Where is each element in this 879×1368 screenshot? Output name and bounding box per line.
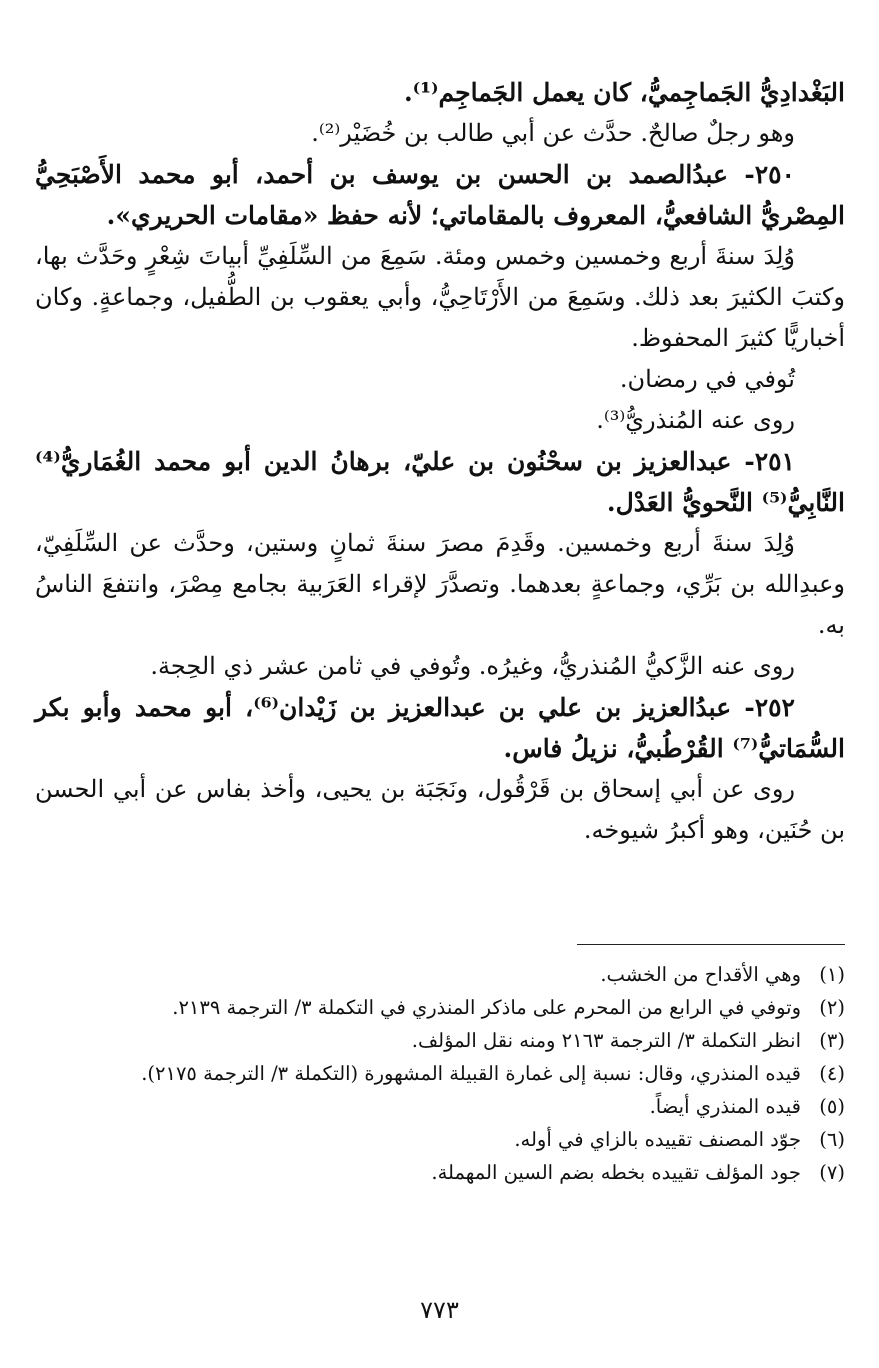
paragraph: روى عنه المُنذريُّ⁽³⁾. <box>596 406 795 434</box>
footnote <box>35 1057 845 1090</box>
footnote-number: (٢) <box>819 996 845 1019</box>
footnote-text: انظر التكملة ٣/ الترجمة ٢١٦٣ ومنه نقل المؤلف. <box>411 1029 801 1052</box>
footnote-divider <box>577 944 845 945</box>
footnote <box>35 1090 845 1123</box>
main-text <box>35 72 845 851</box>
footnote-text: جوّد المصنف تقييده بالزاي في أوله. <box>514 1128 801 1151</box>
footnote-text: جود المؤلف تقييده بخطه بضم السين المهملة. <box>431 1161 801 1184</box>
footnote-number: (٧) <box>819 1161 845 1184</box>
paragraph: وهو رجلٌ صالحٌ. حدَّث عن أبي طالب بن خُضَيْر⁽²⁾. <box>311 119 795 147</box>
page-number: ٧٧٣ <box>420 1296 459 1324</box>
footnotes <box>35 958 845 1189</box>
footnote <box>35 991 845 1024</box>
entry-251-heading: ٢٥١- عبدالعزيز بن سحْنُون بن عليّ، برهانُ الدين أبو محمد الغُمَاريُّ⁽⁴⁾ النَّابِيُّ⁽⁵⁾ النَّحويُّ العَدْل. <box>35 447 845 517</box>
footnote-number: (١) <box>819 963 845 986</box>
footnote-number: (٥) <box>819 1095 845 1118</box>
entry-252-heading: ٢٥٢- عبدُالعزيز بن علي بن عبدالعزيز بن زَيْدان⁽⁶⁾، أبو محمد وأبو بكر السُّمَاتيُّ⁽⁷⁾ القُرْطُبيُّ، نزيلُ فاس. <box>35 693 845 763</box>
footnote <box>35 958 845 991</box>
entry-250-heading: ٢٥٠- عبدُالصمد بن الحسن بن يوسف بن أحمد، أبو محمد الأَصْبَحِيُّ المِصْريُّ الشافعيُّ، المعروف بالمقاماتي؛ لأنه حفظ «مقامات الحريري». <box>35 160 845 230</box>
footnote <box>35 1024 845 1057</box>
footnote-text: قيده المنذري أيضاً. <box>649 1095 801 1118</box>
footnote-text: وتوفي في الرابع من المحرم على ماذكر المنذري في التكملة ٣/ الترجمة ٢١٣٩. <box>172 996 801 1019</box>
footnote-number: (٤) <box>819 1062 845 1085</box>
paragraph: وُلِدَ سنةَ أربع وخمسين. وقَدِمَ مصرَ سنةَ ثمانٍ وستين، وحدَّث عن السِّلَفِيّ، وعبدِالله بن بَرِّي، وجماعةٍ بعدهما. وتصدَّرَ لإقراء العَرَبية بجامع مِصْرَ، وانتفعَ الناسُ به. <box>35 529 845 639</box>
footnote <box>35 1123 845 1156</box>
paragraph: روى عنه الزَّكيُّ المُنذريُّ، وغيرُه. وتُوفي في ثامن عشر ذي الحِجة. <box>150 652 795 680</box>
paragraph: تُوفي في رمضان. <box>619 365 795 393</box>
entry-249-continuation: البَغْدادِيُّ الجَماجِميُّ، كان يعمل الجَماجِم⁽¹⁾. <box>403 78 845 107</box>
footnote <box>35 1156 845 1189</box>
footnote-number: (٦) <box>819 1128 845 1151</box>
footnote-number: (٣) <box>819 1029 845 1052</box>
paragraph: وُلِدَ سنةَ أربع وخمسين وخمس ومئة. سَمِعَ من السِّلَفِيِّ أبياتَ شِعْرٍ وحَدَّث بها، وكتبَ الكثيرَ بعد ذلك. وسَمِعَ من الأَرْتَاحِيُّ، وأبي يعقوب بن الطُّفيل، وجماعةٍ. وكان أخباريًّا كثيرَ المحفوظ. <box>35 242 845 352</box>
footnote-text: وهي الأقداح من الخشب. <box>600 963 801 986</box>
footnote-text: قيده المنذري، وقال: نسبة إلى غمارة القبيلة المشهورة (التكملة ٣/ الترجمة ٢١٧٥). <box>141 1062 801 1085</box>
paragraph: روى عن أبي إسحاق بن قَرْقُول، ونَجَبَة بن يحيى، وأخذ بفاس عن أبي الحسن بن حُنَين، وهو أكبرُ شيوخه. <box>35 775 845 844</box>
